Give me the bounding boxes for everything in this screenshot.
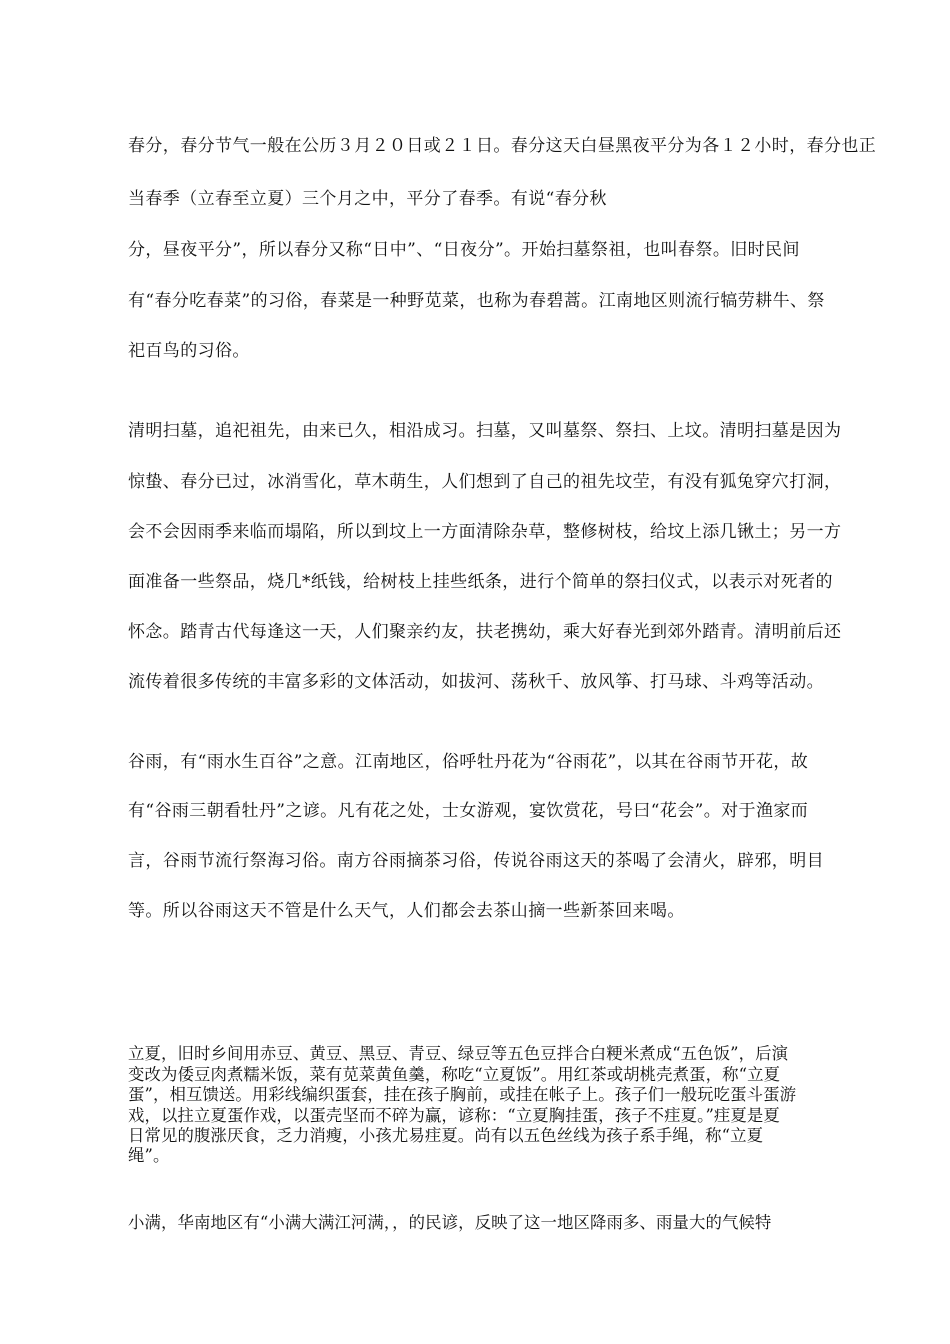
text-line: 惊蛰、春分已过，冰消雪化，草木萌生，人们想到了自己的祖先坟茔，有没有狐兔穿穴打洞，: [128, 472, 842, 492]
text-line: 日常见的腹涨厌食，乏力消瘦，小孩尤易疰夏。尚有以五色丝线为孩子系手绳，称“立夏: [128, 1126, 764, 1145]
text-line: 清明扫墓，追祀祖先，由来已久，相沿成习。扫墓，又叫墓祭、祭扫、上坟。清明扫墓是因为: [128, 421, 842, 441]
text-line: 面准备一些祭品，烧几*纸钱，给树枝上挂些纸条，进行个简单的祭扫仪式，以表示对死者的: [128, 572, 833, 592]
text-line: 祀百鸟的习俗。: [128, 341, 250, 361]
text-line: 蛋”，相互馈送。用彩线编织蛋套，挂在孩子胸前，或挂在帐子上。孩子们一般玩吃蛋斗蛋游: [128, 1085, 797, 1104]
text-line: 谷雨，有“雨水生百谷”之意。江南地区，俗呼牡丹花为“谷雨花”，以其在谷雨节开花，故: [128, 752, 809, 772]
text-line: 流传着很多传统的丰富多彩的文体活动，如拔河、荡秋千、放风筝、打马球、斗鸡等活动。: [128, 672, 824, 692]
text-line: 言，谷雨节流行祭海习俗。南方谷雨摘茶习俗，传说谷雨这天的茶喝了会清火，辟邪，明目: [128, 851, 824, 871]
text-line: 会不会因雨季来临而塌陷，所以到坟上一方面清除杂草，整修树枝，给坟上添几锹土；另一方: [128, 522, 842, 542]
text-line: 变改为倭豆肉煮糯米饭，菜有苋菜黄鱼羹，称吃“立夏饭”。用红茶或胡桃壳煮蛋，称“立夏: [128, 1065, 781, 1084]
text-line: 小满，华南地区有“小满大满江河满，，的民谚，反映了这一地区降雨多、雨量大的气候特: [128, 1213, 772, 1232]
text-line: 绳”。: [128, 1146, 170, 1165]
text-line: 分，昼夜平分”，所以春分又称“日中”、“日夜分”。开始扫墓祭祖，也叫春祭。旧时民间: [128, 240, 800, 260]
text-line: 立夏，旧时乡间用赤豆、黄豆、黑豆、青豆、绿豆等五色豆拌合白粳米煮成“五色饭”，后演: [128, 1044, 789, 1063]
text-line: 有“谷雨三朝看牡丹”之谚。凡有花之处，士女游观，宴饮赏花，号曰“花会”。对于渔家而: [128, 801, 809, 821]
text-line: 等。所以谷雨这天不管是什么天气，人们都会去茶山摘一些新茶回来喝。: [128, 901, 685, 921]
text-line: 春分，春分节气一般在公历３月２０日或２１日。春分这天白昼黑夜平分为各１２小时，春分也正: [128, 136, 877, 156]
text-line: 戏，以拄立夏蛋作戏，以蛋壳坚而不碎为赢，谚称：“立夏胸挂蛋，孩子不疰夏。”疰夏是夏: [128, 1106, 780, 1125]
text-line: 有“春分吃春菜”的习俗，春菜是一种野苋菜，也称为春碧蒿。江南地区则流行犒劳耕牛、祭: [128, 291, 825, 311]
text-line: 怀念。踏青古代每逢这一天，人们聚亲约友，扶老携幼，乘大好春光到郊外踏青。清明前后还: [128, 622, 842, 642]
text-line: 当春季（立春至立夏）三个月之中，平分了春季。有说“春分秋: [128, 189, 607, 209]
